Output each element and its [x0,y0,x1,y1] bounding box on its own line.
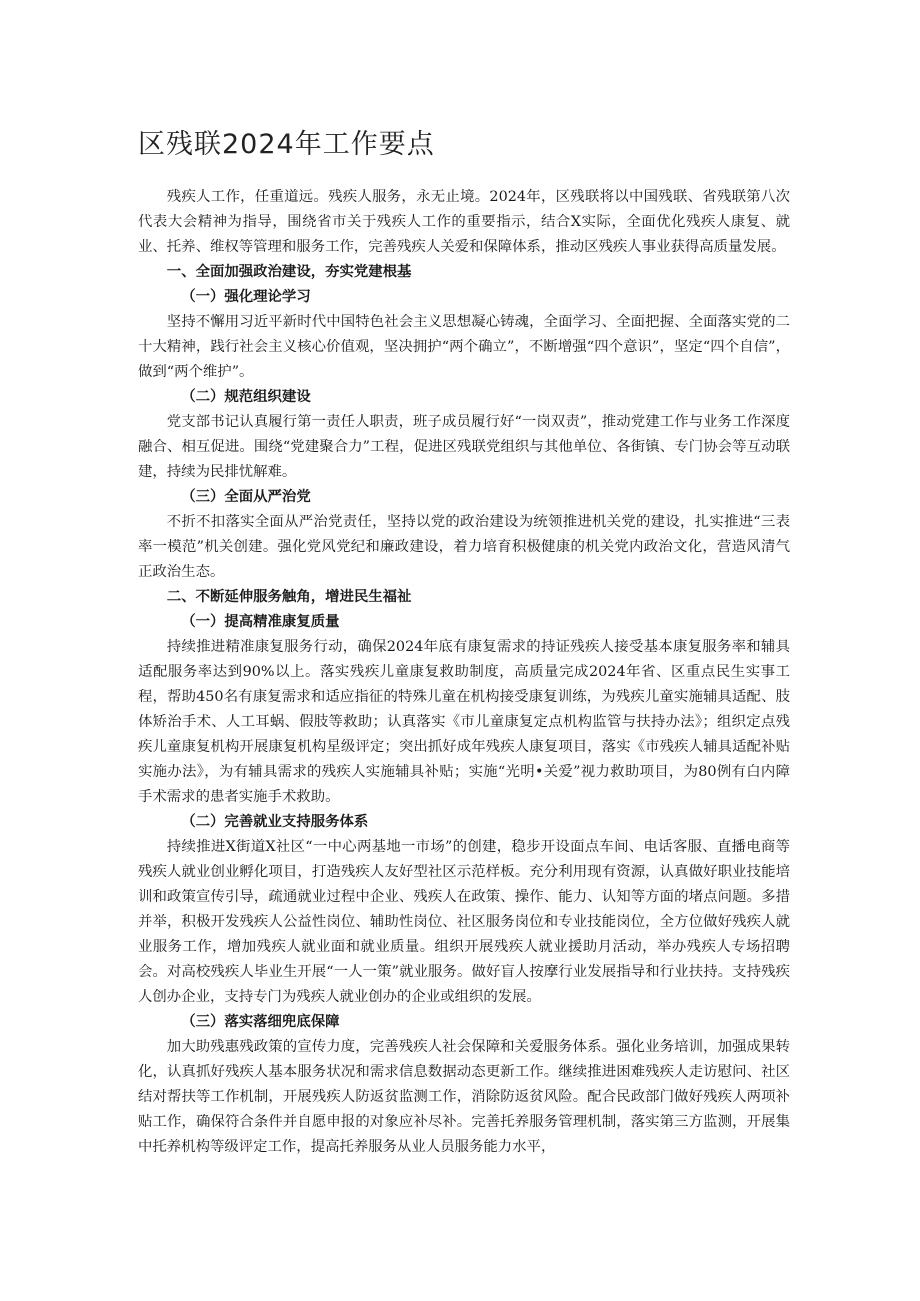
section-2-3-heading: （三）落实落细兜底保障 [181,1014,340,1030]
section-2-1-paragraph: 持续推进精准康复服务行动，确保2024年底有康复需求的持证残疾人接受基本康复服务率和辅具适配服务率达到90%以上。落实残疾儿童康复救助制度，高质量完成2024年省、区重点民生实事工程，帮助450名有康复需求和适应指征的特殊儿童在机构接受康复训练，为残疾儿童实施辅具适配、肢体矫治手术、人工耳蜗、假肢等救助；认真落实《市儿童康复定点机构监管与扶持办法》；组织定点残疾儿童康复机构开展康复机构星级评定；突出抓好成年残疾人康复项目，落实《市残疾人辅具适配补贴实施办法》，为有辅具需求的残疾人实施辅具补贴；实施“光明•关爱”视力救助项目，为80例有白内障手术需求的患者实施手术救助。 [138,639,790,805]
document-title: 区残联2024年工作要点 [138,129,435,160]
section-1-1-heading: （一）强化理论学习 [181,289,311,305]
section-1-2-heading: （二）规范组织建设 [181,389,311,405]
section-2-1-heading: （一）提高精准康复质量 [181,614,340,630]
document-page [138,122,790,1160]
section-1-2-paragraph: 党支部书记认真履行第一责任人职责，班子成员履行好“一岗双责”，推动党建工作与业务工作深度融合、相互促进。围绕“党建聚合力”工程，促进区残联党组织与其他单位、各街镇、专门协会等互动联建，持续为民排忧解难。 [138,414,790,480]
intro-paragraph: 残疾人工作，任重道远。残疾人服务，永无止境。2024年，区残联将以中国残联、省残联第八次代表大会精神为指导，围绕省市关于残疾人工作的重要指示，结合X实际，全面优化残疾人康复、就业、托养、维权等管理和服务工作，完善残疾人关爱和保障体系，推动区残疾人事业获得高质量发展。 [138,189,790,255]
section-2-3-paragraph: 加大助残惠残政策的宣传力度，完善残疾人社会保障和关爱服务体系。强化业务培训，加强成果转化，认真抓好残疾人基本服务状况和需求信息数据动态更新工作。继续推进困难残疾人走访慰问、社区结对帮扶等工作机制，开展残疾人防返贫监测工作，消除防返贫风险。配合民政部门做好残疾人两项补贴工作，确保符合条件并自愿申报的对象应补尽补。完善托养服务管理机制，落实第三方监测，开展集中托养机构等级评定工作，提高托养服务从业人员服务能力水平， [138,1039,790,1155]
section-2-2-paragraph: 持续推进X街道X社区“一中心两基地一市场”的创建，稳步开设面点车间、电话客服、直播电商等残疾人就业创业孵化项目，打造残疾人友好型社区示范样板。充分利用现有资源，认真做好职业技能培训和政策宣传引导，疏通就业过程中企业、残疾人在政策、操作、能力、认知等方面的堵点问题。多措并举，积极开发残疾人公益性岗位、辅助性岗位、社区服务岗位和专业技能岗位，全方位做好残疾人就业服务工作，增加残疾人就业面和就业质量。组织开展残疾人就业援助月活动，举办残疾人专场招聘会。对高校残疾人毕业生开展“一人一策”就业服务。做好盲人按摩行业发展指导和行业扶持。支持残疾人创办企业，支持专门为残疾人就业创办的企业或组织的发展。 [138,839,790,1005]
section-2-heading: 二、不断延伸服务触角，增进民生福祉 [166,589,412,605]
section-1-1-paragraph: 坚持不懈用习近平新时代中国特色社会主义思想凝心铸魂，全面学习、全面把握、全面落实党的二十大精神，践行社会主义核心价值观，坚决拥护“两个确立”，不断增强“四个意识”，坚定“四个自信”，做到“两个维护”。 [138,314,790,380]
section-2-2-heading: （二）完善就业支持服务体系 [181,814,369,830]
section-1-3-paragraph: 不折不扣落实全面从严治党责任，坚持以党的政治建设为统领推进机关党的建设，扎实推进“三表率一模范”机关创建。强化党风党纪和廉政建设，着力培育积极健康的机关党内政治文化，营造风清气正政治生态。 [138,514,790,580]
section-1-3-heading: （三）全面从严治党 [181,489,311,505]
section-1-heading: 一、全面加强政治建设，夯实党建根基 [166,264,412,280]
